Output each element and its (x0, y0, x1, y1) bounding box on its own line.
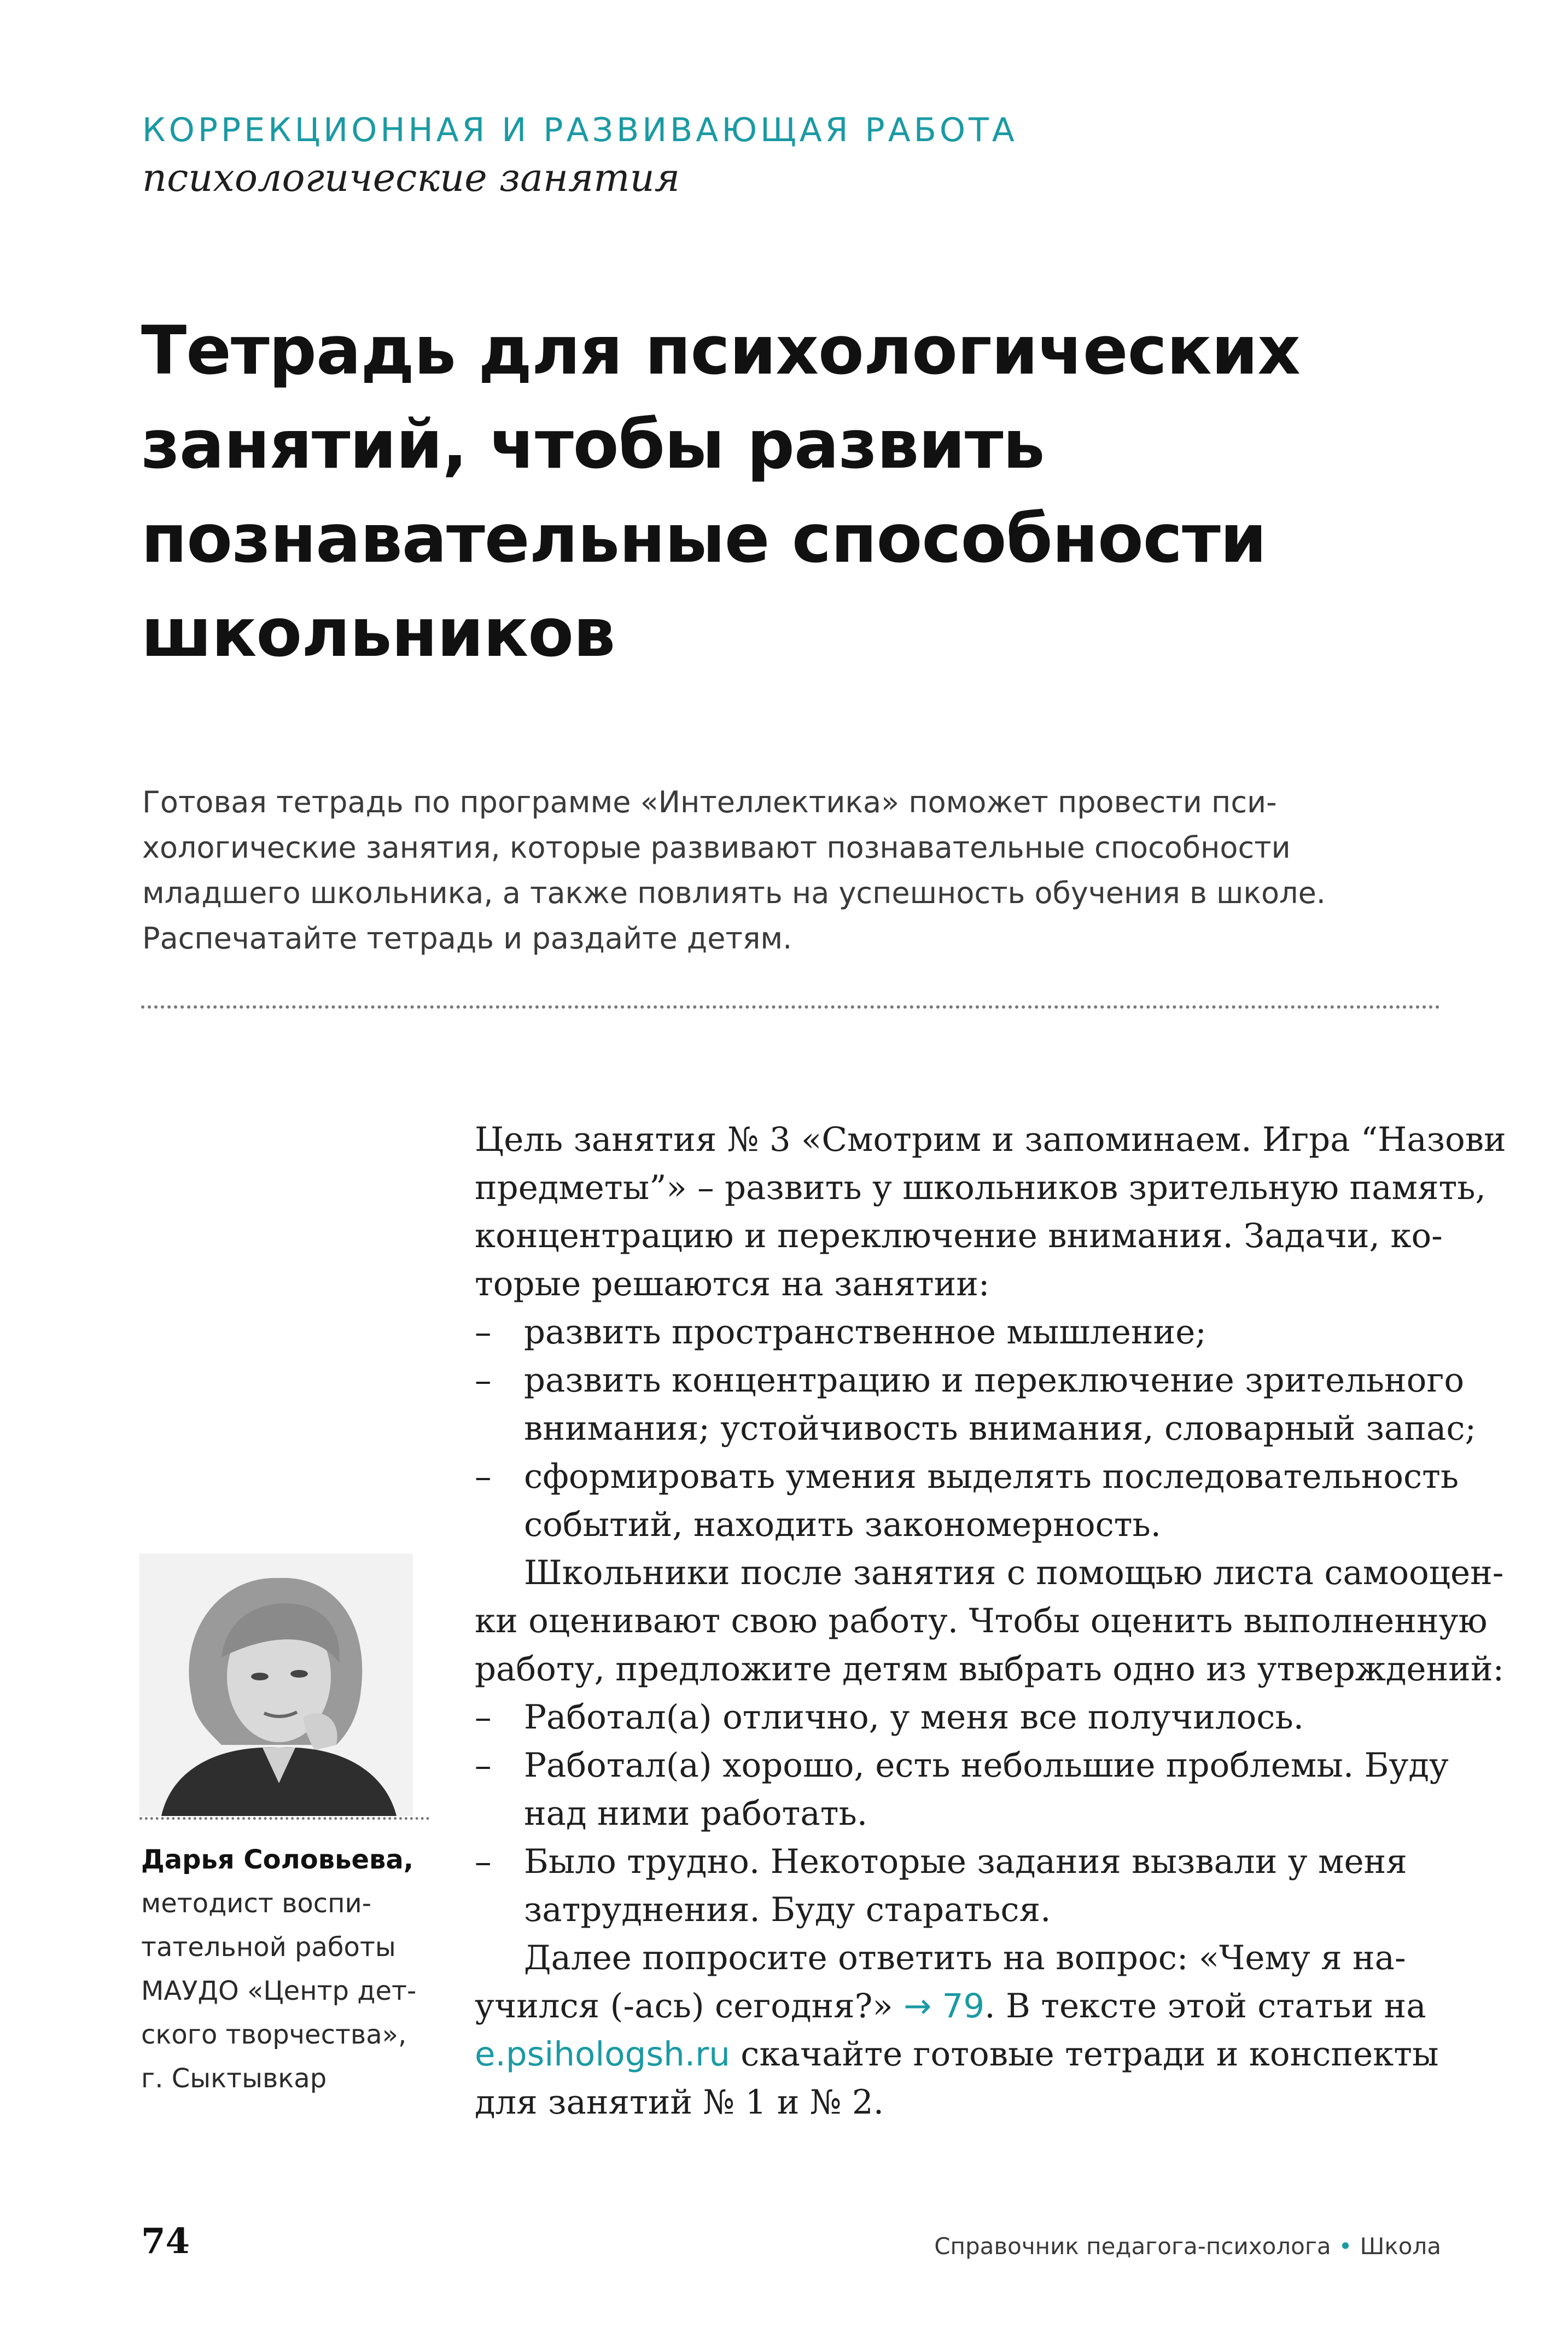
author-detail-line: г. Сыктывкар (141, 2063, 327, 2094)
list-item (475, 1453, 1459, 1501)
list-item (475, 1693, 1443, 1742)
body-text: скачайте готовые тетради и конспекты (730, 2035, 1439, 2074)
page-reference-link[interactable]: → 79 (904, 1987, 985, 2025)
body-text: учился (-ась) сегодня?» (475, 1987, 893, 2025)
article-lead (142, 779, 1444, 961)
body-line: предметы”» – развить у школьников зрительную память, (475, 1168, 1486, 1207)
author-detail-line: ского творчества», (141, 2019, 407, 2050)
lead-divider (141, 1005, 1440, 1009)
body-line (475, 2030, 1443, 2079)
paragraph-first-line (475, 1549, 1504, 1597)
list-item-text: затруднения. Буду стараться. (524, 1890, 1051, 1929)
body-line: для занятий № 1 и № 2. (475, 2083, 884, 2122)
lead-line: Распечатайте тетрадь и раздайте детям. (142, 921, 792, 956)
journal-name: Справочник педагога-психолога (934, 2233, 1331, 2260)
website-link[interactable]: e.psihologsh.ru (475, 2035, 730, 2074)
lead-line: младшего школьника, а также повлиять на успешность обучения в школе. (142, 876, 1326, 910)
title-line: занятий, чтобы развить (141, 406, 1045, 484)
list-dash: – (475, 1313, 492, 1352)
list-item-text: Работал(а) хорошо, есть небольшие проблемы. Буду (524, 1746, 1449, 1785)
section-rubric: КОРРЕКЦИОННАЯ И РАЗВИВАЮЩАЯ РАБОТА (142, 111, 1018, 149)
list-item-text: событий, находить закономерность. (524, 1505, 1162, 1544)
list-item-text: над ними работать. (524, 1794, 868, 1833)
list-dash: – (475, 1698, 492, 1737)
list-item-continuation (475, 1405, 1477, 1453)
list-item-text: развить пространственное мышление; (524, 1313, 1206, 1352)
list-item-continuation (475, 1501, 1443, 1549)
author-detail-line: тательной работы (141, 1932, 396, 1963)
running-footer (934, 2233, 1441, 2260)
author-detail-line: методист воспи- (141, 1888, 372, 1919)
list-dash: – (475, 1746, 492, 1785)
title-line: Тетрадь для психологических (141, 312, 1300, 389)
author-detail-line: МАУДО «Центр дет- (141, 1976, 417, 2006)
section-subrubric: психологические занятия (142, 155, 680, 200)
list-item-text: внимания; устойчивость внимания, словарный запас; (524, 1409, 1477, 1448)
list-item (475, 1742, 1449, 1790)
paragraph-first-line (475, 1934, 1443, 1982)
list-item (475, 1308, 1443, 1357)
list-item-text: сформировать умения выделять последовательность (524, 1457, 1459, 1496)
list-item (475, 1838, 1443, 1886)
author-name: Дарья Соловьева, (141, 1844, 413, 1875)
list-item-text: Было трудно. Некоторые задания вызвали у меня (524, 1842, 1407, 1881)
body-line: концентрацию и переключение внимания. Задачи, ко- (475, 1217, 1443, 1255)
lead-line: хологические занятия, которые развивают познавательные способности (142, 830, 1291, 865)
body-text: Школьники после занятия с помощью листа самооцен- (524, 1553, 1504, 1592)
body-text: Далее попросите ответить на вопрос: «Чему я на- (524, 1939, 1406, 1977)
title-line: школьников (141, 594, 615, 672)
page-number: 74 (141, 2221, 190, 2262)
list-item-continuation (475, 1790, 1443, 1838)
article-title (141, 304, 1454, 680)
list-dash: – (475, 1361, 492, 1400)
list-dash: – (475, 1457, 492, 1496)
article-body (475, 1116, 1506, 2127)
author-portrait-image (139, 1553, 413, 1816)
list-dash: – (475, 1842, 492, 1881)
body-text: . В тексте этой статьи на (984, 1987, 1426, 2025)
lead-line: Готовая тетрадь по программе «Интеллектика» поможет провести пси- (142, 785, 1277, 819)
title-line: познавательные способности (141, 500, 1267, 578)
list-item-text: развить концентрацию и переключение зрительного (524, 1361, 1465, 1400)
body-line: ки оценивают свою работу. Чтобы оценить выполненную (475, 1602, 1488, 1640)
body-line: работу, предложите детям выбрать одно из утверждений: (475, 1650, 1505, 1689)
footer-separator-dot: • (1338, 2233, 1353, 2260)
list-item-continuation (475, 1886, 1443, 1934)
photo-divider (139, 1817, 429, 1820)
body-line: Цель занятия № 3 «Смотрим и запоминаем. Игра “Назови (475, 1120, 1506, 1159)
list-item (475, 1357, 1465, 1405)
author-photo (139, 1553, 413, 1816)
journal-section: Школа (1360, 2233, 1441, 2260)
author-caption (141, 1838, 425, 2100)
body-line (475, 1982, 1443, 2030)
list-item-text: Работал(а) отлично, у меня все получилось. (524, 1698, 1304, 1737)
body-line: торые решаются на занятии: (475, 1265, 990, 1303)
